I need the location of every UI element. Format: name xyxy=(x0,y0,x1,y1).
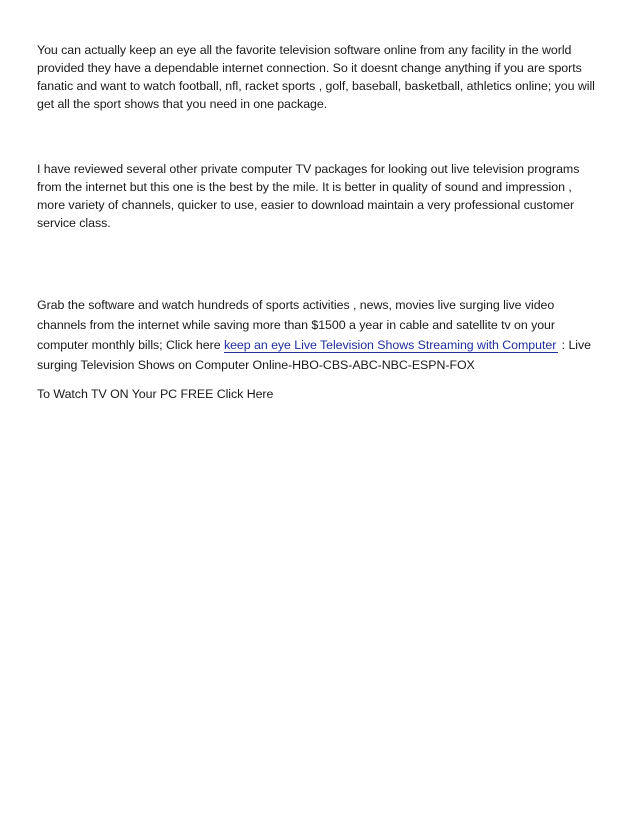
paragraph-review: I have reviewed several other private computer TV packages for looking out live television programs from the internet but this one is the best by the mile. It is better in quality of sound and impression , more variety of channels, quicker to use, easier to download maintain a very professional customer service class. xyxy=(37,162,580,230)
paragraph-offer xyxy=(37,295,599,375)
paragraph-offer-text-before: Grab the software and watch hundreds of sports activities , news, movies live surging live video channels from the internet while saving more than $1500 a year in cable and satellite tv on your computer monthly bills; Click here xyxy=(37,298,555,352)
streaming-link[interactable]: keep an eye Live Television Shows Streaming with Computer xyxy=(223,338,557,352)
watch-tv-click-here-text: To Watch TV ON Your PC FREE Click Here xyxy=(37,387,274,401)
paragraph-offer-text-after: : Live surging Television Shows on Computer Online-HBO-CBS-ABC-NBC-ESPN-FOX xyxy=(37,338,591,372)
paragraph-intro: You can actually keep an eye all the favorite television software online from any facility in the world provided they have a dependable internet connection. So it doesnt change anything if you are sports fanatic and want to watch football, nfl, racket sports , golf, baseball, basketball, athletics online; you will get all the sport shows that you need in one package. xyxy=(37,43,595,111)
